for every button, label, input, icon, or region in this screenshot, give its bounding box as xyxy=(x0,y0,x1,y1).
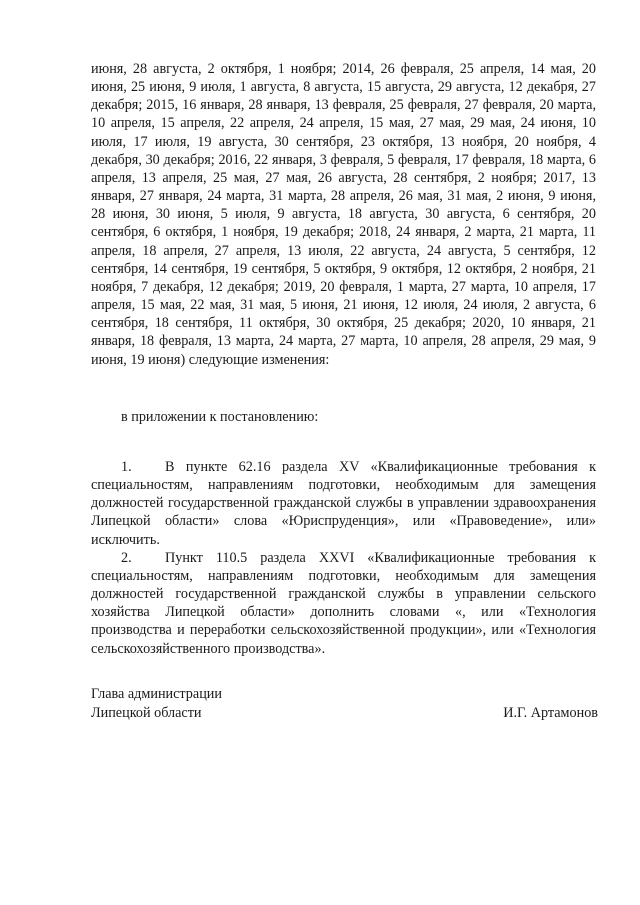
appendix-line: в приложении к постановлению: xyxy=(121,409,319,425)
signature-position-line1: Глава администрации xyxy=(91,686,222,702)
signature-position-line2: Липецкой области xyxy=(91,704,202,721)
amendment-text: В пункте 62.16 раздела XV «Квалификационные требования к специальностям, направлениям подготовки, необходимым для замещения должностей государственной гражданской службы в управлении здравоохранения Липецкой области» слова «Юриспруденция», или «Правоведение», или» исключить. xyxy=(91,459,596,548)
amendment-text: Пункт 110.5 раздела XXVI «Квалификационные требования к специальностям, направлениям подготовки, необходимым для замещения должностей государственной гражданской службы в управлении сельского хозяйства Липецкой области» дополнить словами «, или «Технология производства и переработки сельскохозяйственной продукции», или «Технология сельскохозяйственного производства». xyxy=(91,549,596,657)
amendment-item-1 xyxy=(91,458,596,549)
amendment-number: 2. xyxy=(121,549,132,566)
intro-paragraph: июня, 28 августа, 2 октября, 1 ноября; 2014, 26 февраля, 25 апреля, 14 мая, 20 июня, 25 июня, 9 июля, 1 августа, 8 августа, 15 августа, 29 августа, 12 декабря, 27 декабря; 2015, 16 января, 28 января, 13 февраля, 25 февраля, 27 февраля, 20 марта, 10 апреля, 15 апреля, 22 апреля, 24 апреля, 15 мая, 27 мая, 29 мая, 24 июня, 10 июля, 17 июля, 19 августа, 30 сентября, 23 октября, 13 ноября, 20 ноября, 4 декабря, 30 декабря; 2016, 22 января, 3 февраля, 5 февраля, 17 февраля, 18 марта, 6 апреля, 13 апреля, 25 мая, 27 мая, 26 августа, 28 сентября, 2 ноября; 2017, 13 января, 27 января, 24 марта, 31 марта, 28 апреля, 26 мая, 31 мая, 2 июня, 9 июня, 28 июня, 30 июня, 5 июля, 9 августа, 18 августа, 30 августа, 6 сентября, 20 сентября, 6 октября, 1 ноября, 19 декабря; 2018, 24 января, 2 марта, 21 марта, 11 апреля, 18 апреля, 27 апреля, 13 июля, 22 августа, 24 августа, 5 сентября, 12 сентября, 14 сентября, 19 сентября, 5 октября, 9 октября, 12 октября, 2 ноября, 21 ноября, 7 декабря, 12 декабря; 2019, 20 февраля, 1 марта, 27 марта, 10 апреля, 17 апреля, 15 мая, 22 мая, 31 мая, 5 июня, 21 июня, 12 июля, 24 июля, 2 августа, 6 сентября, 18 сентября, 11 октября, 30 октября, 25 декабря; 2020, 10 января, 21 января, 18 февраля, 13 марта, 24 марта, 27 марта, 10 апреля, 28 апреля, 29 мая, 9 июня, 19 июня) следующие изменения: xyxy=(91,61,596,368)
amendment-item-2 xyxy=(91,549,596,658)
signature-name: И.Г. Артамонов xyxy=(503,704,598,721)
signature-position xyxy=(91,685,222,722)
amendment-number: 1. xyxy=(121,459,132,475)
amendment-list xyxy=(91,458,596,658)
